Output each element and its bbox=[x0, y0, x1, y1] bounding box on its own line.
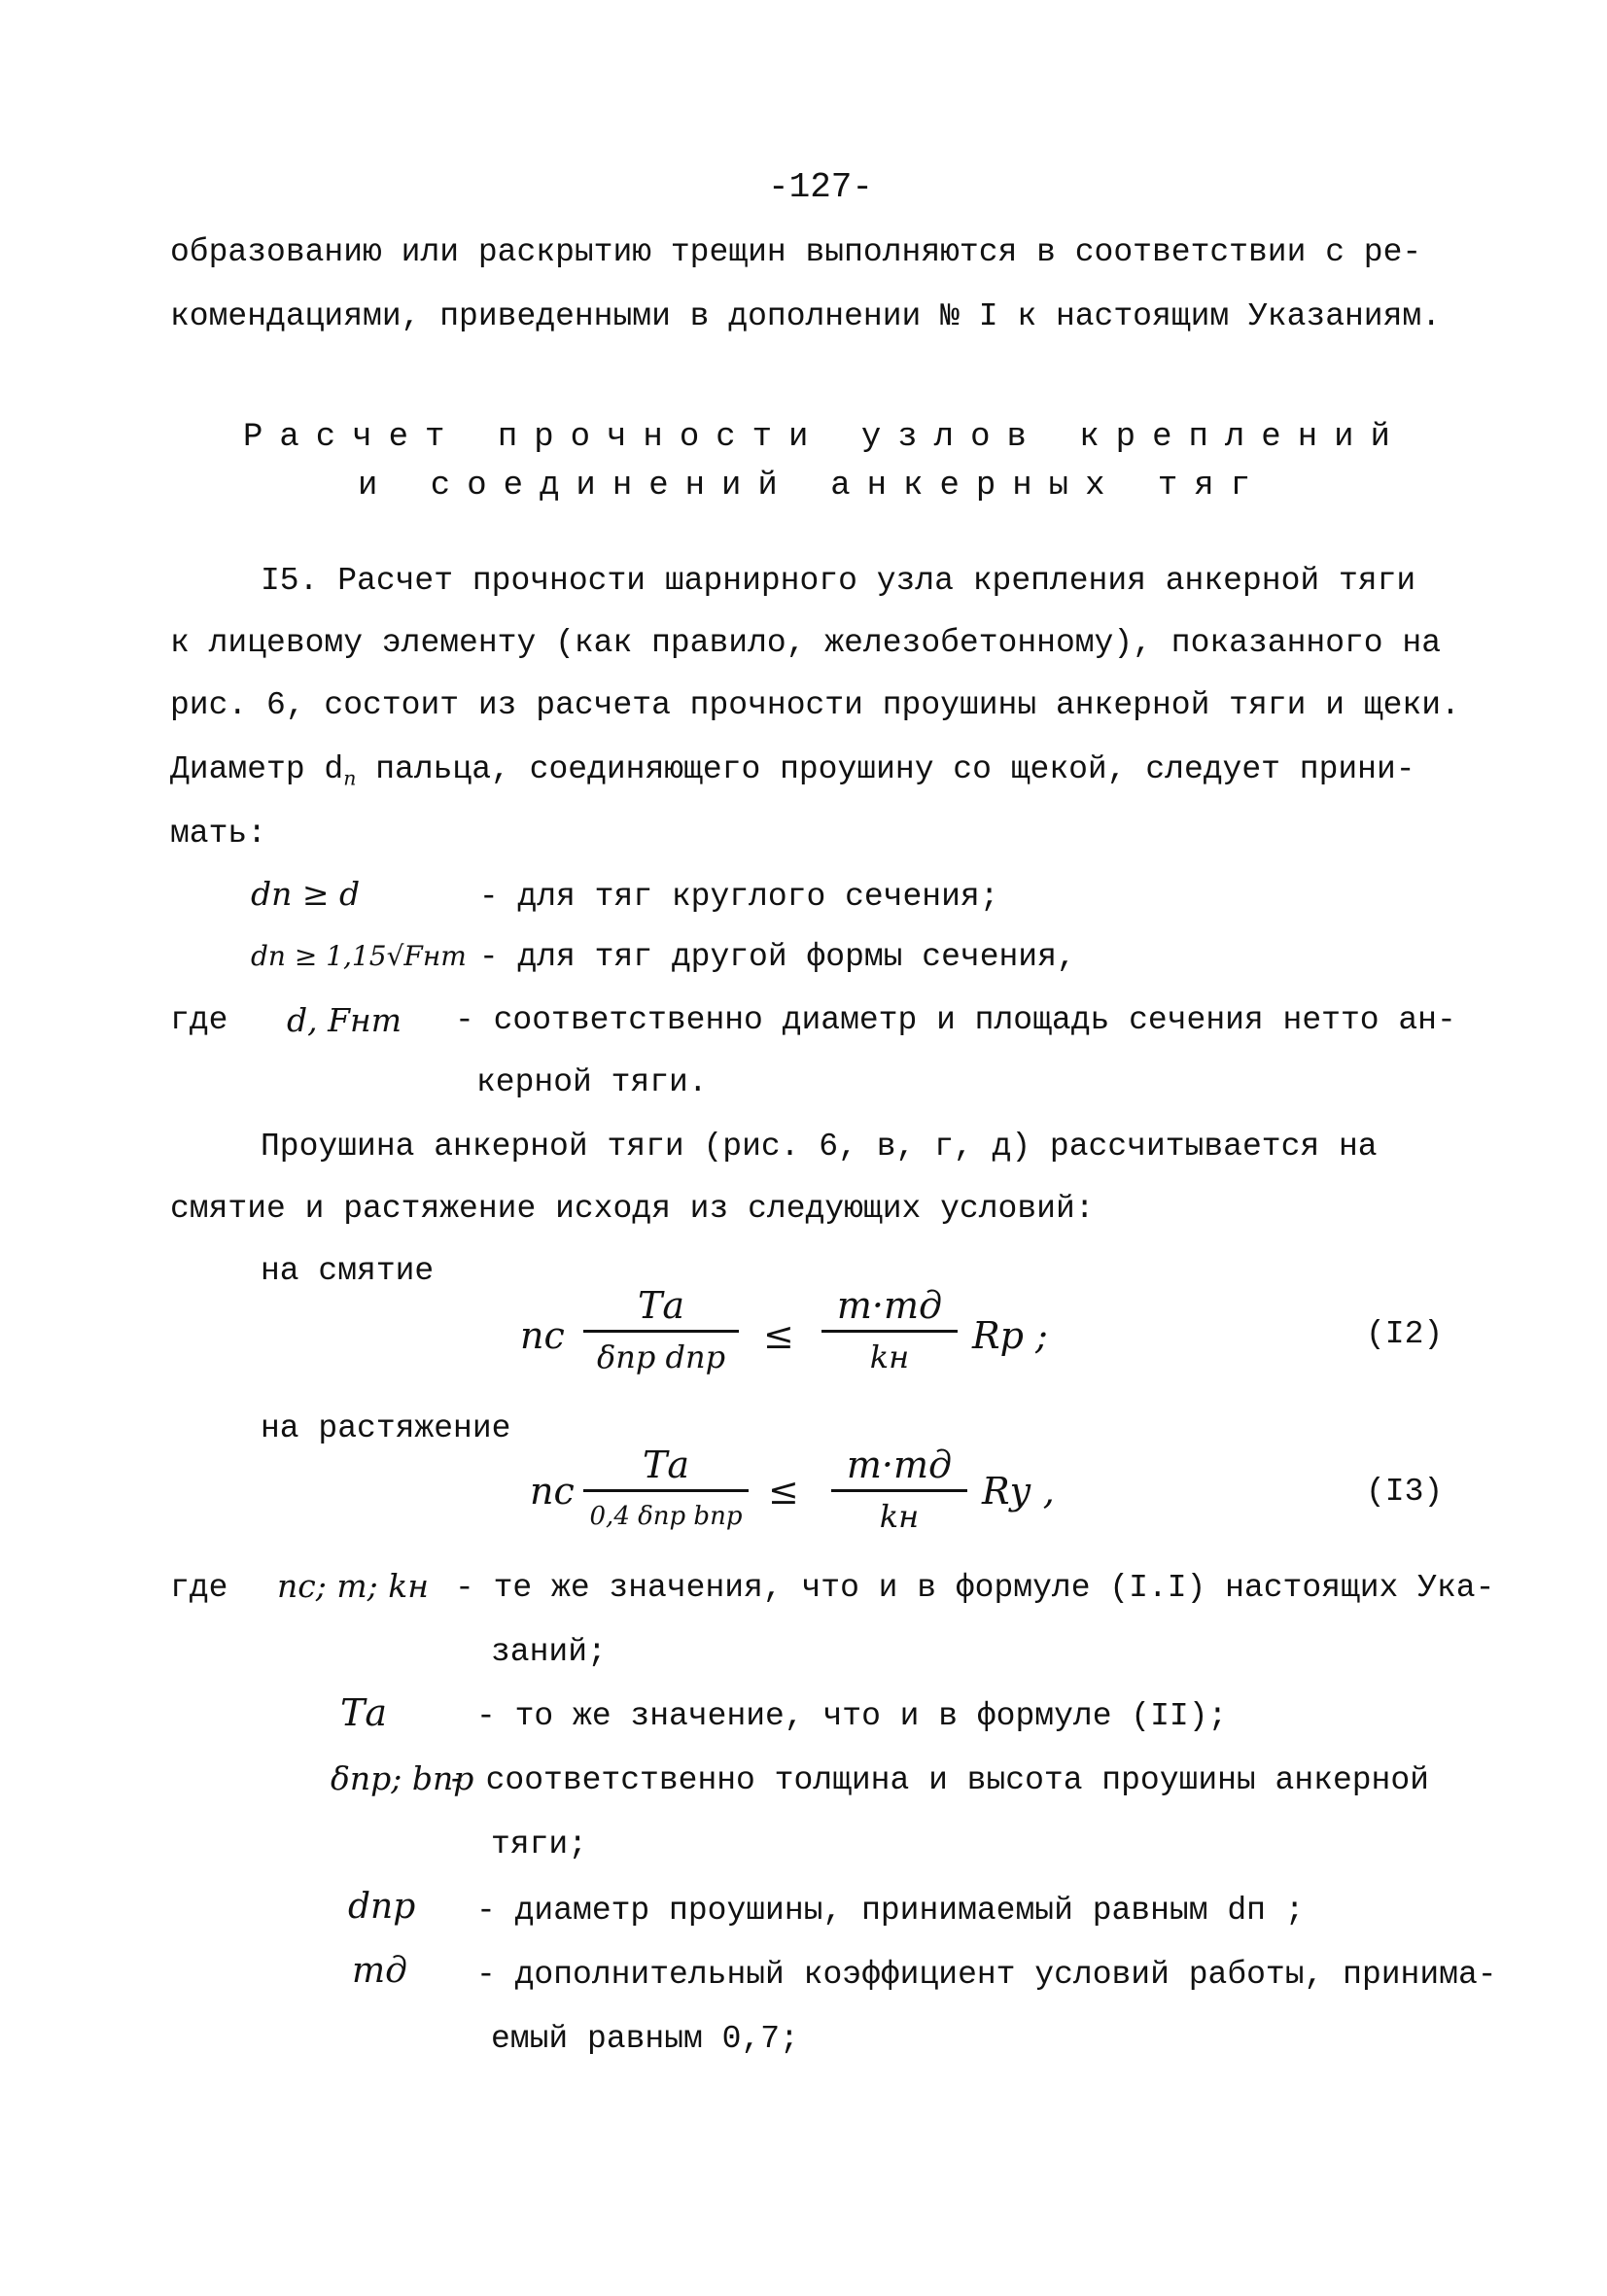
intro-line-1: образованию или раскрытию трещин выполняются в соответствии с ре- bbox=[170, 234, 1422, 270]
intro-line-2: комендациями, приведенными в дополнении № I к настоящим Указаниям. bbox=[170, 298, 1442, 334]
condition-other-text: - для тяг другой формы сечения, bbox=[478, 939, 1076, 975]
where-2-cont-1: заний; bbox=[491, 1634, 607, 1670]
on-crush-label: на смятие bbox=[261, 1253, 435, 1289]
where-1-text-1: - соответственно диаметр и площадь сечения нетто ан- bbox=[455, 1002, 1456, 1038]
where-2-sym-5: mд bbox=[352, 1951, 407, 1991]
eq13-fraction-left bbox=[583, 1444, 749, 1537]
eq12-number: (I2) bbox=[1366, 1316, 1444, 1352]
where-2-sym-3: δпр; bпр bbox=[331, 1759, 474, 1797]
where-2-text-2: - то же значение, что и в формуле (II); bbox=[476, 1698, 1228, 1734]
condition-other bbox=[251, 937, 1076, 977]
eq13-rhs: Rу , bbox=[982, 1470, 1055, 1513]
para15-line-2: к лицевому элементу (как правило, железобетонному), показанного на bbox=[170, 625, 1442, 661]
section-heading-line-2: и соединений анкерных тяг bbox=[358, 468, 1268, 504]
where-2-sym-2: Tа bbox=[340, 1691, 388, 1734]
where-2-text-1: - те же значения, что и в формуле (I.I) настоящих Ука- bbox=[455, 1570, 1495, 1606]
para15-line-5: мать: bbox=[170, 816, 267, 852]
where-2-text-4: - диаметр проушины, принимаемый равным dп ; bbox=[476, 1893, 1305, 1929]
eq13-number: (I3) bbox=[1366, 1474, 1444, 1510]
eq12-fraction-right bbox=[821, 1285, 958, 1377]
eq13-fraction-right bbox=[831, 1444, 967, 1537]
condition-round-lhs: dп ≥ d bbox=[251, 875, 361, 913]
eq12-relation: ≤ bbox=[763, 1314, 794, 1357]
where-2-text-5: - дополнительный коэффициент условий работы, принима- bbox=[476, 1957, 1497, 1993]
eq12-rhs: Rр ; bbox=[972, 1314, 1048, 1357]
where-2-sym-1: nс; m; kн bbox=[277, 1567, 429, 1605]
para15-line-4b: пальца, соединяющего проушину со щекой, следует прини- bbox=[356, 751, 1415, 787]
condition-round-text: - для тяг круглого сечения; bbox=[478, 879, 999, 915]
eq12-num-left: Tа bbox=[583, 1285, 739, 1333]
where-1-label: где bbox=[170, 1002, 228, 1038]
eq12-lhs: nс bbox=[520, 1314, 565, 1357]
eq13-den-left: 0,4 δпр bпр bbox=[589, 1502, 743, 1531]
eq12-den-right: kн bbox=[869, 1339, 910, 1375]
eq12-den-left: δпр dпр bbox=[596, 1339, 726, 1375]
where-2-sym-4: dпр bbox=[348, 1887, 416, 1927]
subscript-p: п bbox=[343, 766, 357, 790]
condition-round bbox=[251, 875, 999, 917]
where-2-label: где bbox=[170, 1570, 228, 1606]
para15-line-4a: Диаметр d bbox=[170, 751, 344, 787]
where-2-cont-3: тяги; bbox=[491, 1826, 588, 1862]
where-2-text-3: - соответственно толщина и высота проушины анкерной bbox=[447, 1762, 1429, 1798]
eq12-fraction-left bbox=[583, 1285, 739, 1377]
where-1-text-2: керной тяги. bbox=[476, 1064, 708, 1100]
eq13-den-right: kн bbox=[879, 1498, 920, 1535]
para15-line-4 bbox=[170, 750, 1415, 798]
eq13-relation: ≤ bbox=[768, 1470, 799, 1513]
eq12-num-right: m·mд bbox=[821, 1285, 958, 1333]
where-1-symbols: d, Fнт bbox=[287, 1001, 402, 1039]
proushina-line-1: Проушина анкерной тяги (рис. 6, в, г, д) рассчитывается на bbox=[261, 1129, 1378, 1165]
section-heading-line-1: Расчет прочности узлов креплений bbox=[243, 419, 1407, 456]
condition-other-lhs: dп ≥ 1,15√Fнт bbox=[251, 940, 467, 972]
proushina-line-2: смятие и растяжение исходя из следующих условий: bbox=[170, 1191, 1095, 1227]
where-2-cont-5: емый равным 0,7; bbox=[491, 2021, 799, 2057]
on-tension-label: на растяжение bbox=[261, 1410, 511, 1446]
eq13-num-left: Tа bbox=[583, 1444, 749, 1492]
para15-line-1: I5. Расчет прочности шарнирного узла крепления анкерной тяги bbox=[261, 563, 1416, 599]
para15-line-3: рис. 6, состоит из расчета прочности проушины анкерной тяги и щеки. bbox=[170, 687, 1460, 723]
page-number: -127- bbox=[768, 167, 874, 207]
eq13-lhs: nс bbox=[530, 1470, 575, 1513]
eq13-num-right: m·mд bbox=[831, 1444, 967, 1492]
